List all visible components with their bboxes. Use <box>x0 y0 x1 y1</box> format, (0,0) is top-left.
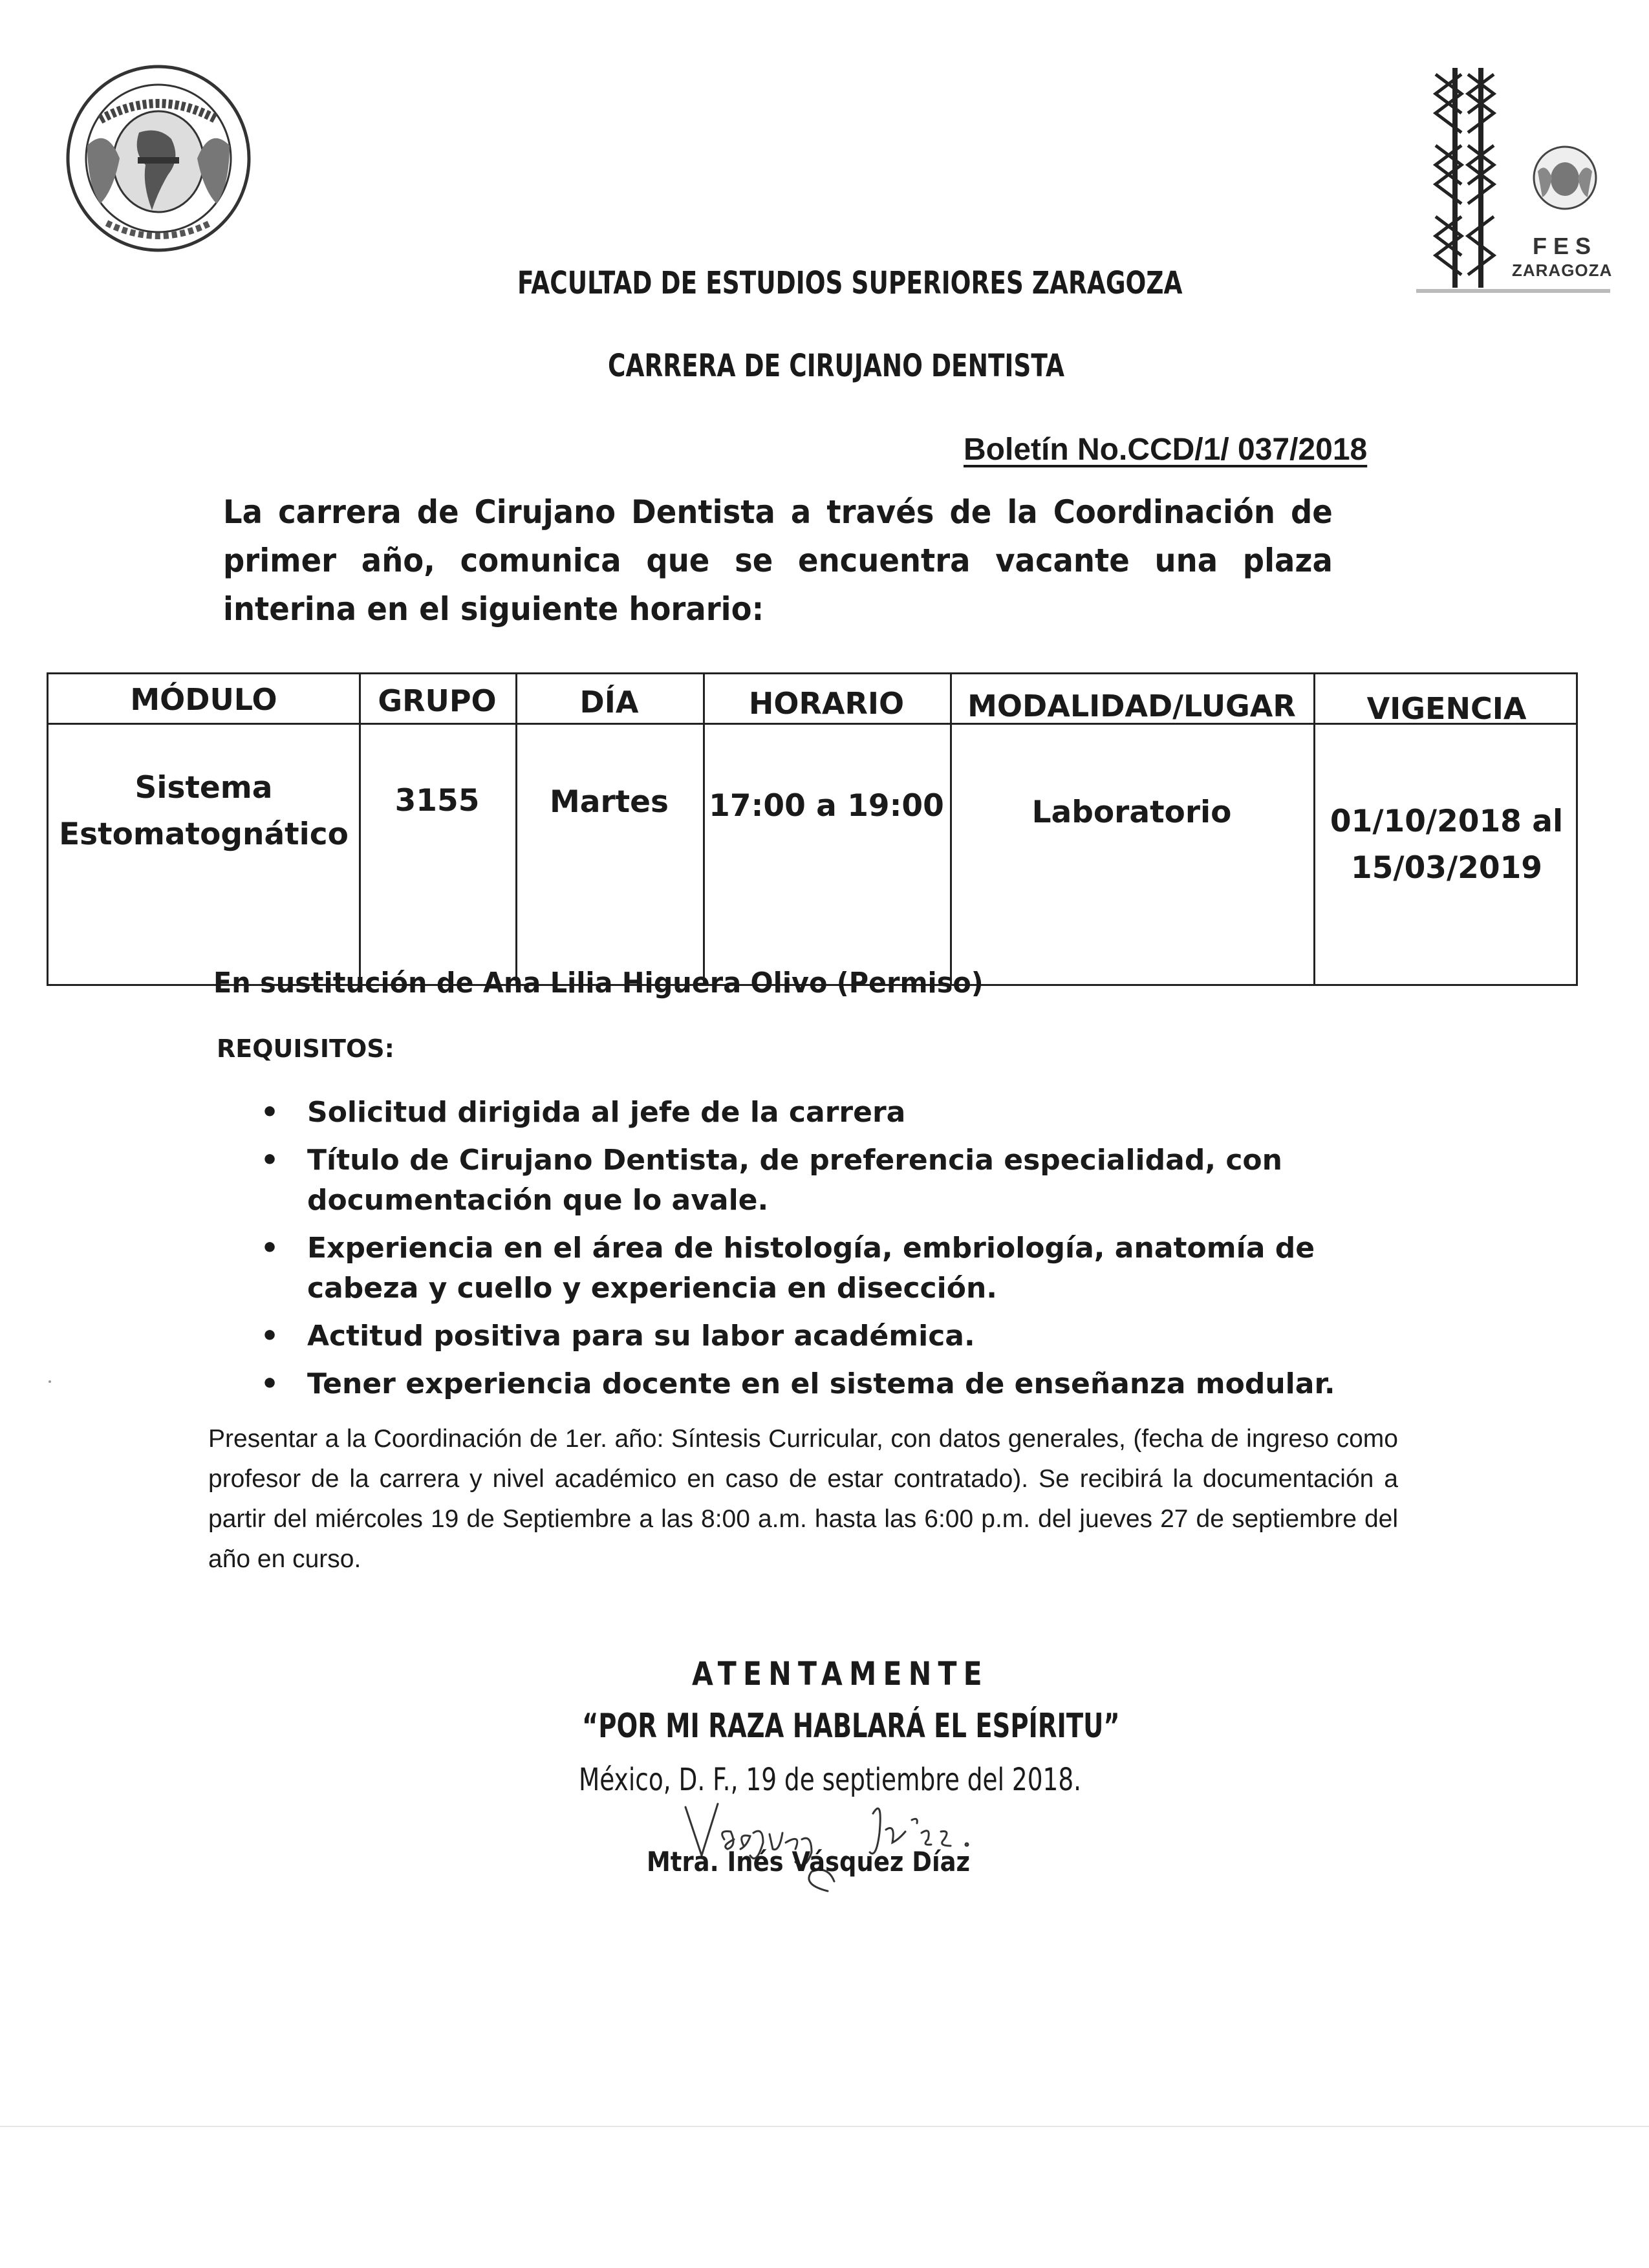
column-header-horario: HORARIO <box>748 686 905 721</box>
cell-modulo-line2: Estomatognático <box>59 817 349 852</box>
requirement-item: • Experiencia en el área de histología, embriología, anatomía de cabeza y cuello y experiencia en disección. <box>255 1228 1419 1309</box>
column-header-modulo: MÓDULO <box>130 682 277 717</box>
column-header-modalidad: MODALIDAD/LUGAR <box>967 689 1296 723</box>
cell-grupo: 3155 <box>394 783 480 818</box>
cell-vigencia-line2: 15/03/2019 <box>1351 850 1542 886</box>
presentation-paragraph: Presentar a la Coordinación de 1er. año: Síntesis Curricular, con datos generales, (fecha de ingreso como profesor de la carrera y nivel académico en caso de estar contratado). Se recibirá la documentación a partir del miércoles 19 de Septiembre a las 8:00 a.m. hasta las 6:00 p.m. del jueves 27 de septiembre del año en curso. <box>208 1425 1398 1573</box>
column-divider <box>515 674 517 984</box>
scan-speck <box>48 1380 51 1383</box>
column-header-grupo: GRUPO <box>378 683 497 718</box>
place-date: México, D. F., 19 de septiembre del 2018. <box>579 1762 1082 1798</box>
unam-seal-logo <box>61 61 255 259</box>
requirement-item: • Título de Cirujano Dentista, de preferencia especialidad, con documentación que lo avale. <box>255 1140 1419 1221</box>
signatory-name: Mtra. Inés Vásquez Díaz <box>647 1846 971 1878</box>
column-divider <box>359 674 361 984</box>
closing-motto: “POR MI RAZA HABLARÁ EL ESPÍRITU” <box>582 1707 1120 1746</box>
closing-word: ATENTAMENTE <box>692 1655 989 1693</box>
footer-rule <box>0 2126 1649 2127</box>
cell-modulo-line1: Sistema <box>135 770 273 806</box>
cell-dia: Martes <box>550 784 669 820</box>
bulletin-number: Boletín No.CCD/1/ 037/2018 <box>964 433 1368 467</box>
substitution-note: En sustitución de Ana Lilia Higuera Olivo (Permiso) <box>213 967 984 1000</box>
cell-vigencia-line1: 01/10/2018 al <box>1330 804 1564 839</box>
vacancy-table <box>47 672 1578 986</box>
fes-zaragoza-logo <box>1416 68 1613 297</box>
column-header-dia: DÍA <box>579 685 639 720</box>
faculty-title: FACULTAD DE ESTUDIOS SUPERIORES ZARAGOZA <box>517 265 1183 301</box>
requirement-item: • Actitud positiva para su labor académica. <box>255 1316 1419 1356</box>
requirements-heading: REQUISITOS: <box>217 1034 394 1063</box>
column-header-vigencia: VIGENCIA <box>1366 691 1527 726</box>
cell-horario: 17:00 a 19:00 <box>709 788 944 824</box>
fes-logo-text: FES <box>1533 233 1598 259</box>
cell-modalidad: Laboratorio <box>1031 795 1232 830</box>
requirement-item: • Tener experiencia docente en el sistema de enseñanza modular. <box>255 1364 1419 1404</box>
fes-logo-subtext: ZARAGOZA <box>1512 261 1613 280</box>
intro-paragraph: La carrera de Cirujano Dentista a través de la Coordinación de primer año, comunica que se encuentra vacante una plaza interina en el siguiente horario: <box>223 493 1333 628</box>
career-title: CARRERA DE CIRUJANO DENTISTA <box>608 348 1064 384</box>
requirement-item: • Solicitud dirigida al jefe de la carrera <box>255 1093 1419 1133</box>
requirements-list <box>255 1093 1419 1412</box>
